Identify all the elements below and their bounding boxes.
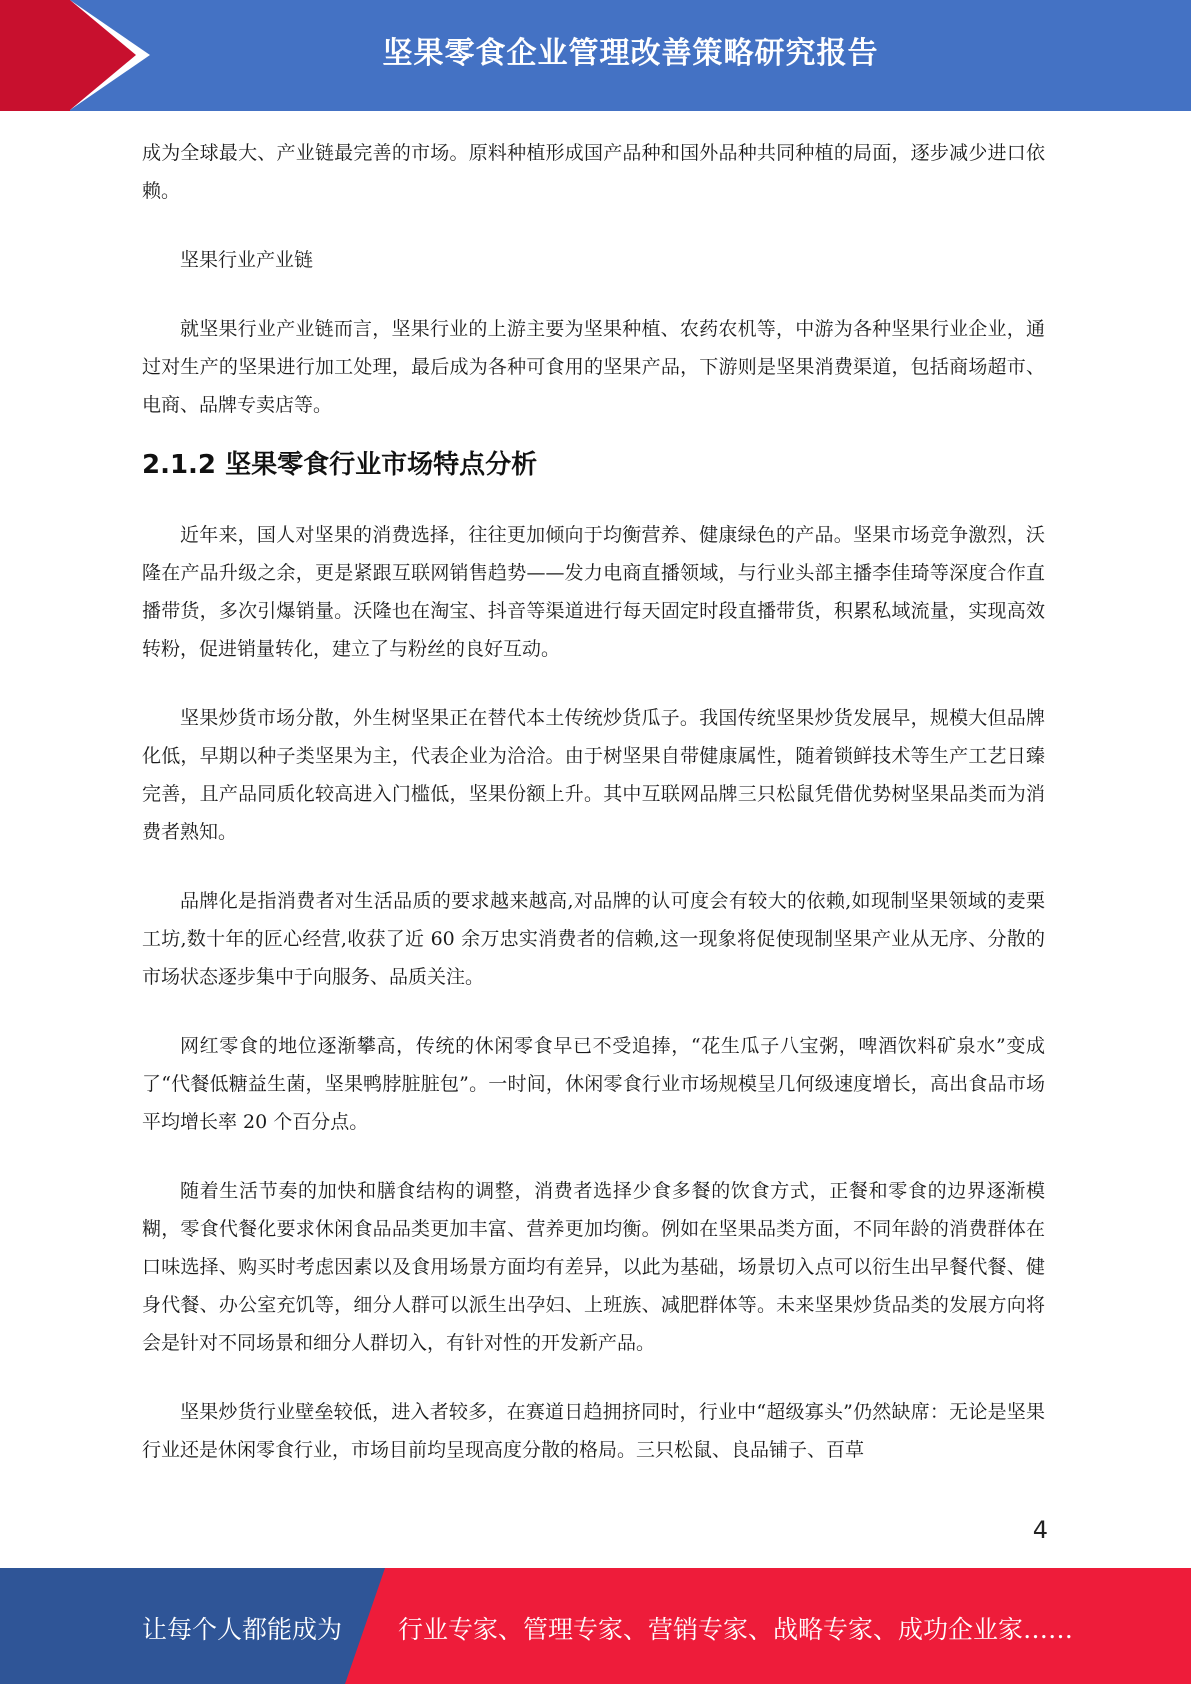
paragraph-subtitle: 坚果行业产业链	[180, 249, 314, 271]
paragraph-industry-chain: 就坚果行业产业链而言，坚果行业的上游主要为坚果种植、农药农机等，中游为各种坚果行业企业，通过对生产的坚果进行加工处理，最后成为各种可食用的坚果产品，下游则是坚果消费渠道，包括商场超市、电商、品牌专卖店等。	[142, 318, 1045, 416]
paragraph-internet-snacks: 网红零食的地位逐渐攀高，传统的休闲零食早已不受追捧，“花生瓜子八宝粥，啤酒饮料矿泉水”变成了“代餐低糖益生菌，坚果鸭脖脏脏包”。一时间，休闲零食行业市场规模呈几何级速度增长，高出食品市场平均增长率 20 个百分点。	[142, 1035, 1045, 1133]
header-chevron-red	[70, 0, 136, 110]
page-number: 4	[1032, 1516, 1048, 1544]
paragraph-market-dispersion: 坚果炒货市场分散，外生树坚果正在替代本土传统炒货瓜子。我国传统坚果炒货发展早，规模大但品牌化低，早期以种子类坚果为主，代表企业为洽洽。由于树坚果自带健康属性，随着锁鲜技术等生产工艺日臻完善，且产品同质化较高进入门槛低，坚果份额上升。其中互联网品牌三只松鼠凭借优势树坚果品类而为消费者熟知。	[142, 707, 1045, 843]
header-red-block	[0, 0, 70, 111]
footer-slogan-right: 行业专家、管理专家、营销专家、战略专家、成功企业家……	[398, 1615, 1074, 1644]
paragraph-consumption: 近年来，国人对坚果的消费选择，往往更加倾向于均衡营养、健康绿色的产品。坚果市场竞争激烈，沃隆在产品升级之余，更是紧跟互联网销售趋势——发力电商直播领域，与行业头部主播李佳琦等深度合作直播带货，多次引爆销量。沃隆也在淘宝、抖音等渠道进行每天固定时段直播带货，积累私域流量，实现高效转粉，促进销量转化，建立了与粉丝的良好互动。	[142, 524, 1045, 660]
paragraph-branding: 品牌化是指消费者对生活品质的要求越来越高,对品牌的认可度会有较大的依赖,如现制坚果领域的麦栗工坊,数十年的匠心经营,收获了近 60 余万忠实消费者的信赖,这一现象将促使现制坚果产业从无序、分散的市场状态逐步集中于向服务、品质关注。	[142, 890, 1045, 988]
paragraph-continued: 成为全球最大、产业链最完善的市场。原料种植形成国产品种和国外品种共同种植的局面，逐步减少进口依赖。	[142, 142, 1045, 202]
page-header	[0, 0, 1191, 111]
footer-blue-slant	[345, 1568, 385, 1684]
document-body	[142, 134, 1045, 1469]
page-footer	[0, 1568, 1191, 1684]
footer-slogan-left: 让每个人都能成为	[142, 1615, 343, 1644]
paragraph-meal-replacement: 随着生活节奏的加快和膳食结构的调整，消费者选择少食多餐的饮食方式，正餐和零食的边界逐渐模糊，零食代餐化要求休闲食品品类更加丰富、营养更加均衡。例如在坚果品类方面，不同年龄的消费群体在口味选择、购买时考虑因素以及食用场景方面均有差异，以此为基础，场景切入点可以衍生出早餐代餐、健身代餐、办公室充饥等，细分人群可以派生出孕妇、上班族、减肥群体等。未来坚果炒货品类的发展方向将会是针对不同场景和细分人群切入，有针对性的开发新产品。	[142, 1180, 1045, 1354]
header-title: 坚果零食企业管理改善策略研究报告	[382, 36, 879, 71]
paragraph-barriers: 坚果炒货行业壁垒较低，进入者较多，在赛道日趋拥挤同时，行业中“超级寡头”仍然缺席：无论是坚果行业还是休闲零食行业，市场目前均呈现高度分散的格局。三只松鼠、良品铺子、百草	[142, 1401, 1045, 1461]
section-heading: 2.1.2 坚果零食行业市场特点分析	[142, 450, 538, 480]
